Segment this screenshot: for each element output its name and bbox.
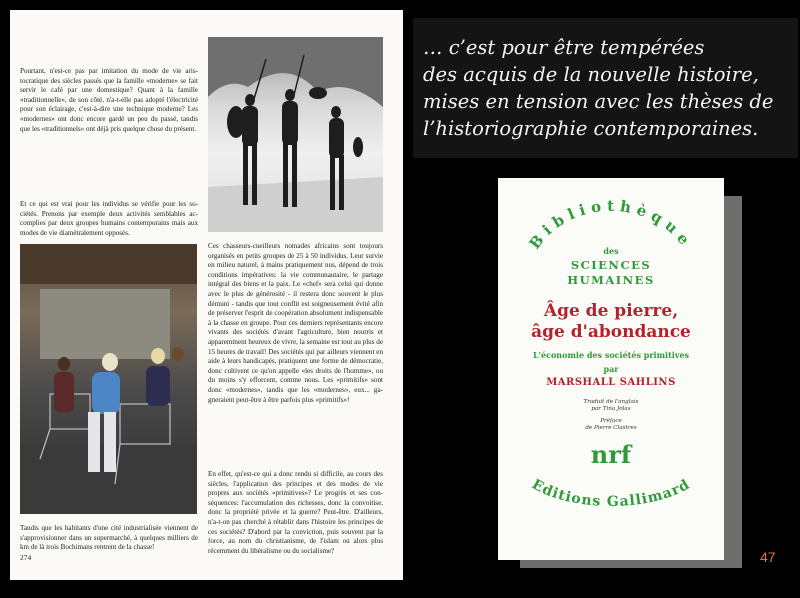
- nrf-logo: nrf: [590, 440, 632, 469]
- series-line-2: HUMAINES: [567, 273, 655, 287]
- series-des: des: [603, 246, 619, 256]
- book-subtitle: L'économie des sociétés primitives: [532, 350, 690, 360]
- preface-line-2: de Pierre Clastres: [585, 425, 637, 431]
- photo-caption: Tandis que les habitants d'une cité industrialisée viennent de s'approvisionner dans un supermarché, à quelques milliers de km de là trois Bochimans rentrent de la chasse!: [20, 524, 198, 552]
- article-paragraph-1: Pourtant, n'est-ce pas par imitation du mode de vie aristocratique des siècles passés que la famille «moderne» se fait servir le café par une domestique? Quant à la famille «traditionnelle», de son côté, n'a-t-elle pas adopté l'électricité pour son éclairage, c'est-à-dire une technique moderne? Les «modernes» ont donc encore gardé un peu du passé, tandis que les «traditionnels» ont déjà pris quelque chose du présent.: [20, 67, 198, 133]
- bushmen-illustration: [208, 37, 383, 232]
- article-paragraph-3: Ces chasseurs-cueilleurs nomades africains sont toujours organisés en petits groupes de 25 à 50 individus. Leur survie en milieu naturel, à mains pratiquement nus, dépend de trois conditions impératives: la vie communautaire, le partage intégral des biens et la paix. Le «chef» sera celui qui donne avec le plus de générosité - il restera donc souvent le plus démuni - tandis que tout conflit est soigneusement évité afin de préserver l'esprit de coopération absolument indispensable à la chasse en groupe. Pour ces derniers représentants encore vivants des sociétés d'avant l'agriculture, bien nourris et apparemment heureux de vivre, la semaine est tout au plus de 15 heures de travail! Des sociétés qui par ailleurs viennent en aide à leurs handicapés, pratiquent une forme de démocratie, donc cultivent ce qu'on appelle «les droits de l'homme», ou du moins s'y efforcent, comme nous. Les «primitifs» sont donc «modernes», tandis que les «modernes», eux... gagneraient peut-être à être parfois plus «primitifs»!: [208, 242, 383, 404]
- publisher-name-arc: Editions Gallimard: [529, 476, 693, 510]
- article-paragraph-4: En effet, qu'est-ce qui a donc rendu si difficile, au cours des siècles, l'application des principes et des modes de vie propres aux sociétés «primitives»? Le progrès et ses conséquences: l'accumulation des richesses, donc la convoitise, donc la propriété privée et la guerre? Peut-être. D'ailleurs, n'a-t-on pas cherché à rétablir dans l'histoire les principes de ces sociétés? D'abord par la conviction, puis souvent par la force, au nom du christianisme, de l'islam ou alors plus récemment du libéralisme ou du socialisme?: [208, 470, 383, 555]
- preface-line-1: Préface: [600, 418, 622, 424]
- svg-text:Bibliothèque: [526, 197, 697, 253]
- quote-text: … c’est pour être tempérées des acquis de la nouvelle histoire, mises en tension avec les thèses de l’historiographie contemporaines.: [423, 36, 774, 140]
- book-title-line-2: âge d'abondance: [531, 322, 691, 342]
- book-author: MARSHALL SAHLINS: [546, 377, 676, 388]
- supermarket-illustration: [20, 244, 197, 514]
- book-by: par: [603, 364, 619, 374]
- supermarket-photo: [20, 244, 197, 514]
- quote-box: [413, 18, 798, 158]
- article-paragraph-2: Et ce qui est vrai pour les individus se vérifie pour les sociétés. Prenons par exemple deux activités semblables accomplies par deux groupes humains contemporains mais aux modes de vie diamétralement opposés.: [20, 200, 198, 237]
- magazine-page: [10, 10, 403, 580]
- page-number: 274: [20, 553, 32, 562]
- svg-text:Editions Gallimard: [529, 476, 693, 510]
- bushmen-hunters-photo: [208, 37, 383, 232]
- publisher-arc: [498, 448, 724, 528]
- translation-line-1: Traduit de l'anglais: [583, 399, 639, 405]
- book-title-line-1: Âge de pierre,: [543, 301, 679, 321]
- series-line-1: SCIENCES: [570, 258, 652, 272]
- slide-number: 47: [760, 549, 776, 565]
- translation-line-2: par Tina Jolas: [591, 406, 631, 412]
- series-name-arc: Bibliothèque: [525, 196, 697, 253]
- book-cover: [498, 178, 724, 560]
